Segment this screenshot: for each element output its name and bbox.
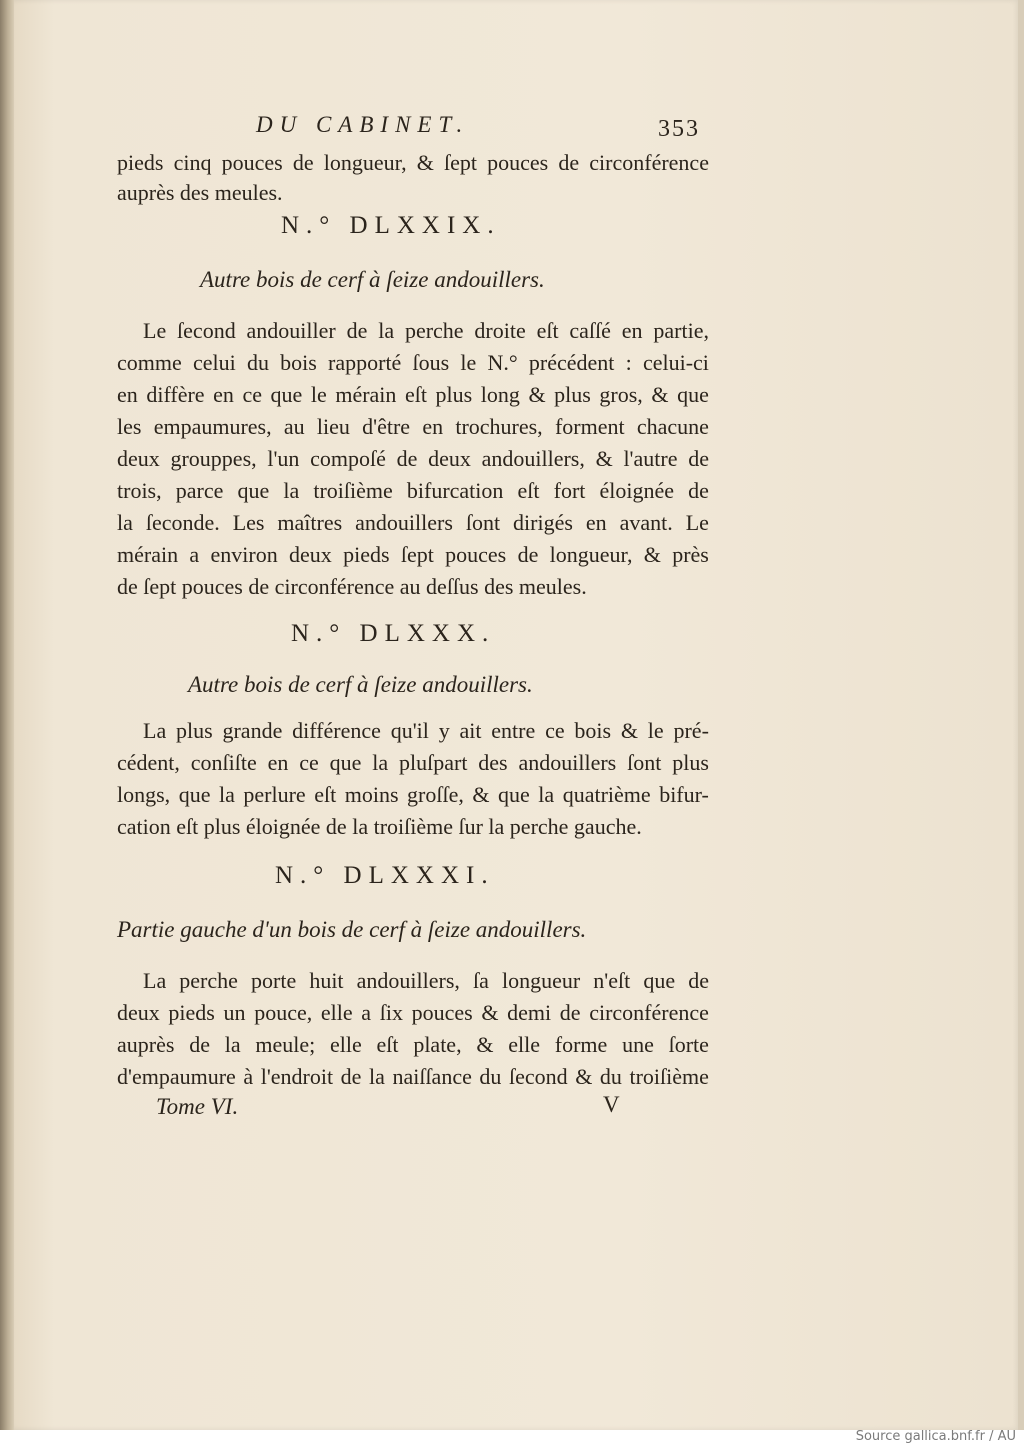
running-head: DU CABINET. [256, 112, 470, 137]
text-line: en diffère en ce que le mérain eſt plus long & plus gros, & que [117, 382, 709, 407]
text-line: deux grouppes, l'un compoſé de deux andouillers, & l'autre de [117, 446, 709, 471]
continuation-line-1: pieds cinq pouces de longueur, & ſept pouces de circonférence [117, 150, 709, 175]
text-line: Le ſecond andouiller de la perche droite eſt caſſé en partie, [143, 318, 709, 343]
signature-mark: V [603, 1092, 620, 1117]
entry-title-dlxxxi: Partie gauche d'un bois de cerf à ſeize andouillers. [117, 917, 587, 942]
text-line: les empaumures, au lieu d'être en trochures, forment chacune [117, 414, 709, 439]
text-line: la ſeconde. Les maîtres andouillers ſont dirigés en avant. Le [117, 510, 709, 535]
page-number: 353 [658, 116, 700, 142]
entry-number-dlxxxi: N.° DLXXXI. [275, 862, 495, 889]
text-line: La plus grande différence qu'il y ait entre ce bois & le pré- [143, 718, 709, 743]
source-credit: Source gallica.bnf.fr / AU [855, 1429, 1016, 1444]
entry-number-dlxxix: N.° DLXXIX. [281, 212, 501, 239]
text-line: cation eſt plus éloignée de la troiſième ſur la perche gauche. [117, 814, 642, 839]
text-line: longs, que la perlure eſt moins groſſe, & que la quatrième bifur- [117, 782, 709, 807]
text-line: auprès de la meule; elle eſt plate, & elle forme une ſorte [117, 1032, 709, 1057]
entry-title-dlxxix: Autre bois de cerf à ſeize andouillers. [200, 267, 545, 292]
text-line: mérain a environ deux pieds ſept pouces de longueur, & près [117, 542, 709, 567]
entry-title-dlxxx: Autre bois de cerf à ſeize andouillers. [188, 672, 533, 697]
volume-label: Tome VI. [156, 1094, 239, 1119]
entry-number-dlxxx: N.° DLXXX. [291, 620, 496, 647]
text-line: La perche porte huit andouillers, ſa longueur n'eſt que de [143, 968, 709, 993]
continuation-line-2: auprès des meules. [117, 180, 283, 205]
text-line: cédent, conſiſte en ce que la pluſpart des andouillers ſont plus [117, 750, 709, 775]
text-line: d'empaumure à l'endroit de la naiſſance du ſecond & du troiſième [117, 1064, 709, 1089]
text-line: de ſept pouces de circonférence au deſſus des meules. [117, 574, 587, 599]
text-line: trois, parce que la troiſième bifurcation eſt fort éloignée de [117, 478, 709, 503]
page-right-edge [1018, 0, 1024, 1430]
text-line: comme celui du bois rapporté ſous le N.° précédent : celui-ci [117, 350, 709, 375]
text-line: deux pieds un pouce, elle a ſix pouces & demi de circonférence [117, 1000, 709, 1025]
book-spine-edge [0, 0, 14, 1430]
book-page [14, 0, 1020, 1430]
